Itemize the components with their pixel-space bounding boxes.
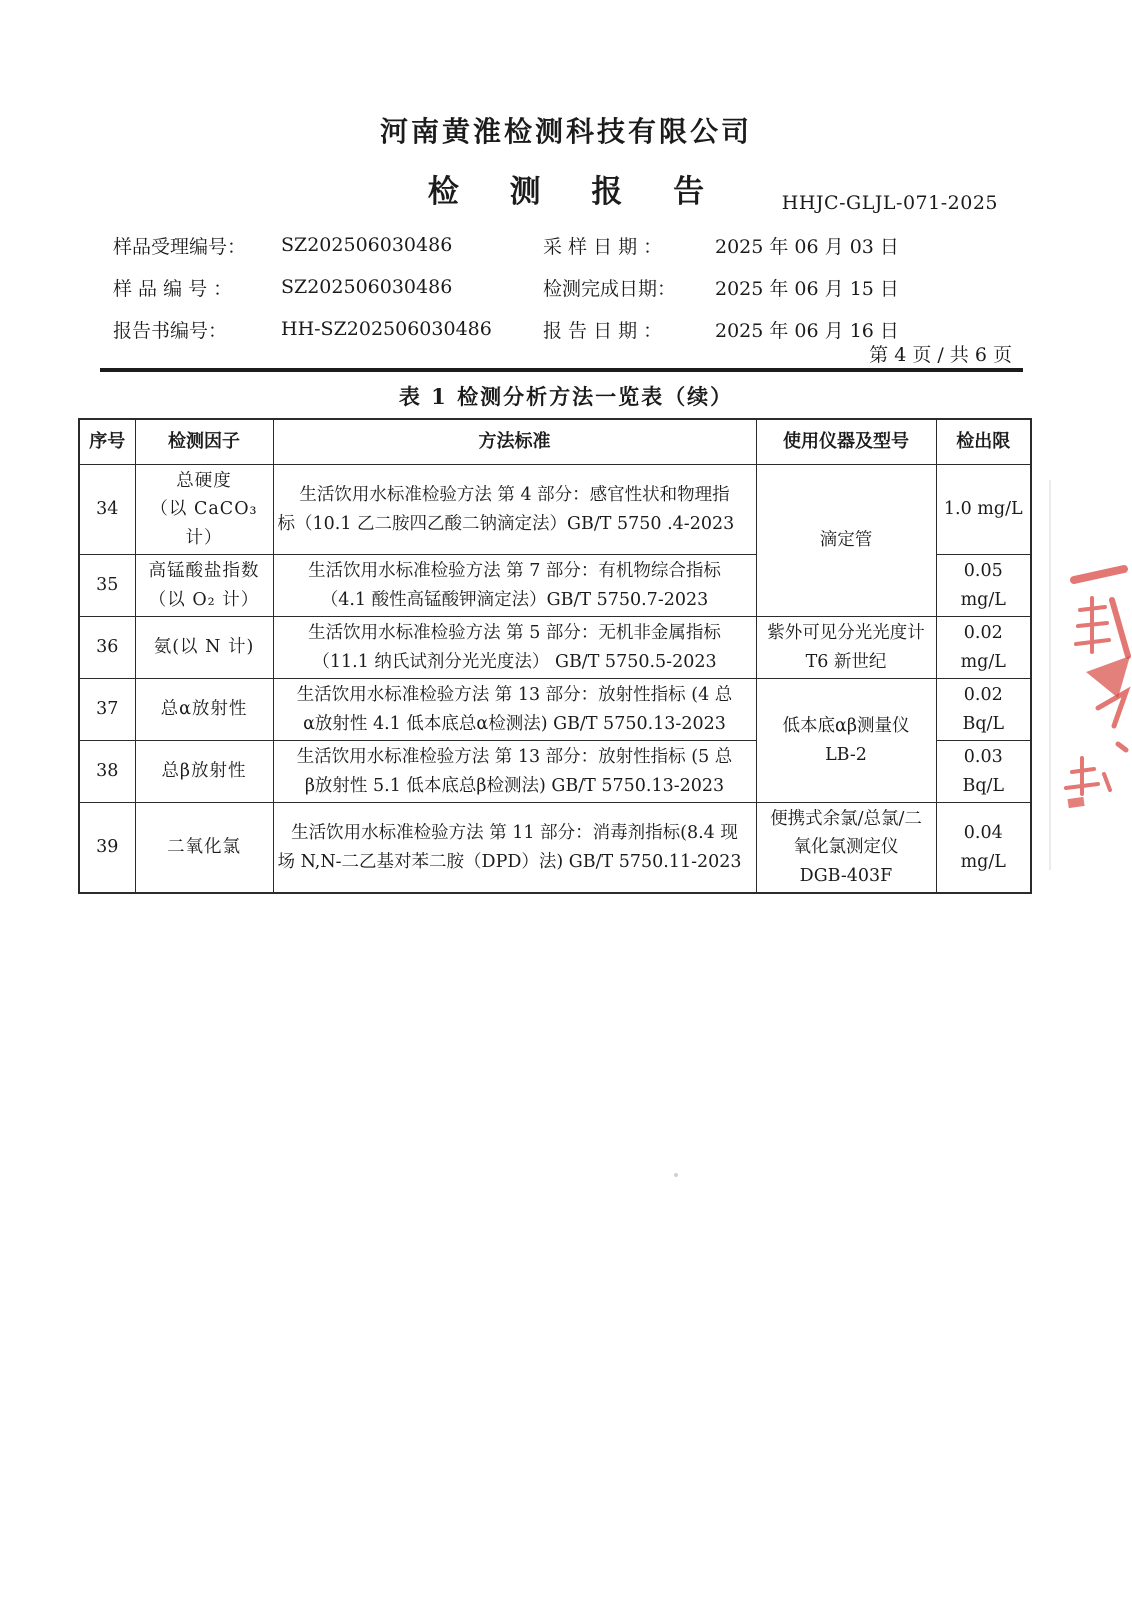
table-row — [79, 679, 1031, 741]
instrument-line: 便携式余氯/总氯/二 — [770, 809, 922, 830]
cell-limit: 0.02 mg/L — [936, 617, 1031, 679]
cell-no: 37 — [79, 679, 135, 741]
cell-no: 34 — [79, 465, 135, 555]
sampling-date-value: 2025 年 06 月 03 日 — [715, 235, 899, 258]
cell-factor: 总α放射性 — [135, 679, 273, 741]
method-line: 生活饮用水标准检验方法 第 4 部分：感官性状和物理指 — [299, 485, 730, 506]
method-line: 场 N,N-二乙基对苯二胺（DPD）法) GB/T 5750.11-2023 — [277, 851, 742, 872]
cell-no: 39 — [79, 803, 135, 894]
instrument-line: DGB-403F — [799, 865, 893, 886]
method-line: 标（10.1 乙二胺四乙酸二钠滴定法）GB/T 5750 .4-2023 — [277, 513, 735, 534]
cell-factor: 总β放射性 — [135, 741, 273, 803]
red-seal-fragment-icon — [1052, 560, 1132, 810]
col-header-factor: 检测因子 — [135, 419, 273, 465]
instrument-line: 紫外可见分光光度计 — [767, 623, 925, 644]
cell-limit: 1.0 mg/L — [936, 465, 1031, 555]
header-row — [79, 419, 1031, 465]
cell-instrument — [756, 803, 936, 894]
cell-no: 35 — [79, 555, 135, 617]
table-row — [79, 803, 1031, 894]
cell-limit: 0.02 Bq/L — [936, 679, 1031, 741]
instrument-line: LB-2 — [825, 744, 867, 765]
cell-method — [273, 741, 756, 803]
instrument-line: 低本底αβ测量仪 — [782, 716, 910, 737]
cell-method — [273, 617, 756, 679]
instrument-line: 氧化氯测定仪 — [793, 837, 899, 858]
method-line: β放射性 5.1 低本底总β检测法) GB/T 5750.13-2023 — [304, 775, 725, 796]
factor-line: （以 CaCO₃ 计） — [150, 499, 258, 548]
method-line: 生活饮用水标准检验方法 第 13 部分：放射性指标 (4 总 — [296, 685, 733, 706]
cell-limit: 0.05 mg/L — [936, 555, 1031, 617]
cell-method — [273, 803, 756, 894]
table-row — [79, 465, 1031, 555]
table-title: 表 1 检测分析方法一览表（续） — [398, 384, 734, 409]
col-header-method: 方法标准 — [273, 419, 756, 465]
cell-method — [273, 679, 756, 741]
cell-no: 36 — [79, 617, 135, 679]
sampling-date-label: 采 样 日 期 ： — [543, 235, 663, 258]
sample-no-label: 样 品 编 号 ： — [113, 277, 233, 300]
sample-accept-no-value: SZ202506030486 — [281, 234, 453, 256]
info-row — [113, 224, 1019, 266]
sample-no-value: SZ202506030486 — [281, 276, 453, 298]
cell-limit: 0.03 Bq/L — [936, 741, 1031, 803]
factor-line: （以 O₂ 计） — [148, 589, 260, 610]
method-line: 生活饮用水标准检验方法 第 11 部分：消毒剂指标(8.4 现 — [291, 823, 738, 844]
col-header-no: 序号 — [79, 419, 135, 465]
report-title: 检 测 报 告 — [427, 174, 725, 210]
method-line: （11.1 纳氏试剂分光光度法） GB/T 5750.5-2023 — [312, 651, 717, 672]
cell-factor — [135, 555, 273, 617]
scan-speck — [674, 1173, 678, 1177]
cell-factor: 二氧化氯 — [135, 803, 273, 894]
report-no-value: HH-SZ202506030486 — [281, 318, 492, 340]
col-header-limit: 检出限 — [936, 419, 1031, 465]
sample-accept-no-label: 样品受理编号： — [113, 235, 247, 258]
cell-instrument-merged — [756, 679, 936, 803]
info-row — [113, 266, 1019, 308]
method-line: α放射性 4.1 低本底总α检测法) GB/T 5750.13-2023 — [303, 713, 726, 734]
cell-method — [273, 465, 756, 555]
report-no-label: 报告书编号： — [113, 319, 228, 342]
cell-no: 38 — [79, 741, 135, 803]
cell-limit: 0.04 mg/L — [936, 803, 1031, 894]
instrument-line: T6 新世纪 — [805, 651, 887, 672]
cell-factor — [135, 465, 273, 555]
factor-line: 总硬度 — [176, 471, 232, 491]
col-header-instrument: 使用仪器及型号 — [756, 419, 936, 465]
table-row — [79, 617, 1031, 679]
test-complete-date-value: 2025 年 06 月 15 日 — [715, 277, 899, 300]
doc-code: HHJC-GLJL-071-2025 — [781, 192, 998, 214]
title-row — [0, 166, 1132, 212]
method-line: （4.1 酸性高锰酸钾滴定法）GB/T 5750.7-2023 — [320, 589, 709, 610]
page-indicator: 第 4 页 / 共 6 页 — [869, 344, 1012, 366]
report-date-value: 2025 年 06 月 16 日 — [715, 319, 899, 342]
factor-line: 高锰酸盐指数 — [148, 561, 260, 582]
methods-table — [78, 418, 1032, 894]
report-date-label: 报 告 日 期 ： — [543, 319, 663, 342]
method-line: 生活饮用水标准检验方法 第 5 部分：无机非金属指标 — [308, 623, 721, 644]
scan-fold-line — [1049, 480, 1051, 870]
method-line: 生活饮用水标准检验方法 第 7 部分：有机物综合指标 — [308, 561, 721, 582]
cell-instrument — [756, 617, 936, 679]
company-name: 河南黄淮检测科技有限公司 — [379, 115, 752, 148]
method-line: 生活饮用水标准检验方法 第 13 部分：放射性指标 (5 总 — [296, 747, 733, 768]
divider-rule — [100, 368, 1023, 372]
cell-instrument-merged: 滴定管 — [756, 465, 936, 617]
cell-factor: 氨(以 N 计) — [135, 617, 273, 679]
info-block — [113, 224, 1019, 350]
test-complete-date-label: 检测完成日期： — [543, 277, 677, 300]
cell-method — [273, 555, 756, 617]
